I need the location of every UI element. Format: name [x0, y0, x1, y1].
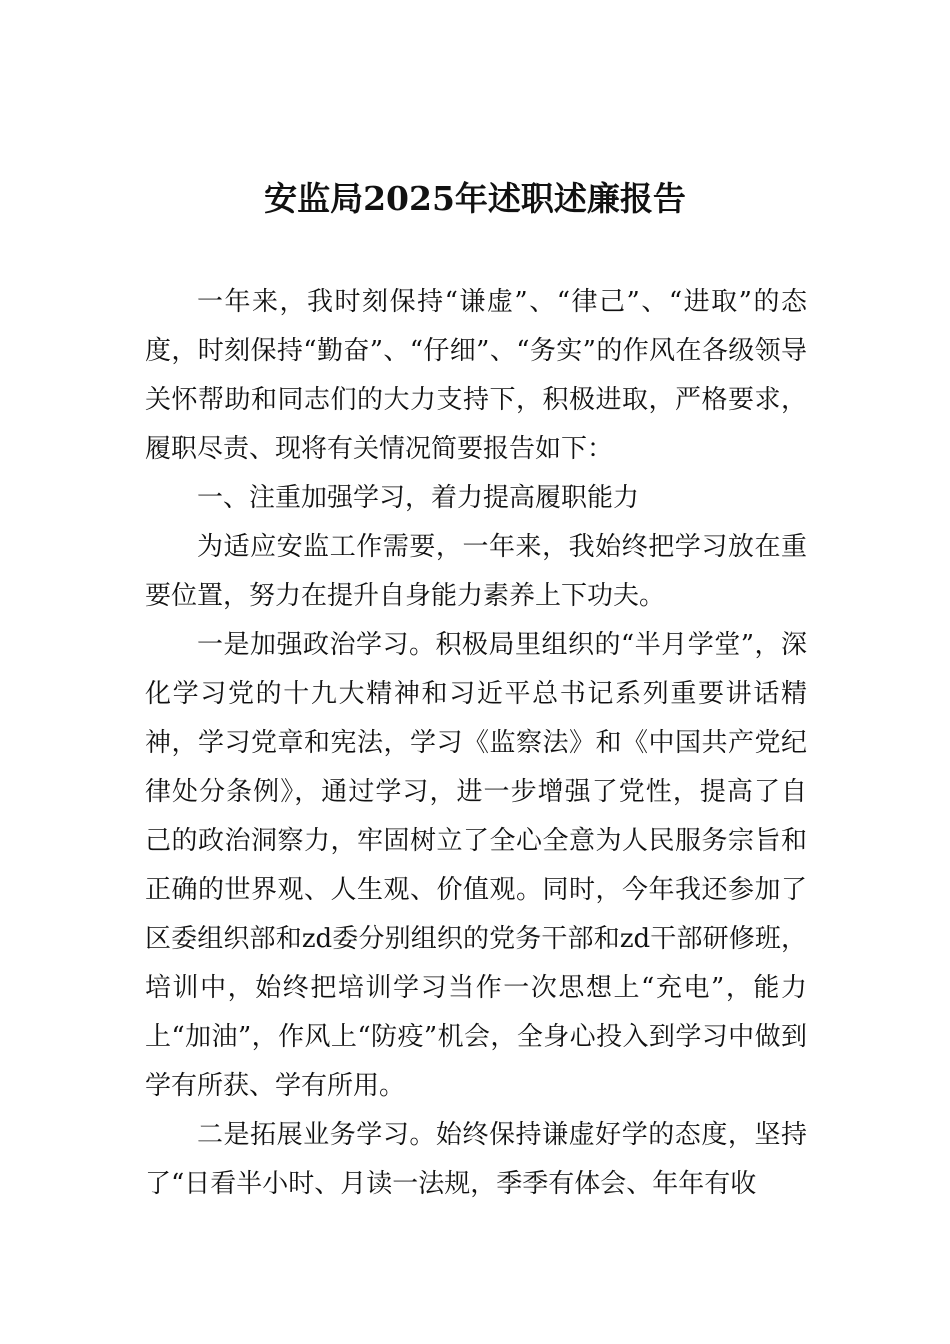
paragraph-section-intro: 为适应安监工作需要，一年来，我始终把学习放在重要位置，努力在提升自身能力素养上下功夫。: [145, 532, 807, 611]
document-body: [145, 278, 807, 1209]
section-heading: 一、注重加强学习，着力提高履职能力: [197, 483, 640, 513]
document-title: 安监局2025年述职述廉报告: [264, 179, 686, 218]
paragraph-political-study: 一是加强政治学习。积极局里组织的“半月学堂”，深化学习党的十九大精神和习近平总书记系列重要讲话精神，学习党章和宪法，学习《监察法》和《中国共产党纪律处分条例》，通过学习，进一步增强了党性，提高了自己的政治洞察力，牢固树立了全心全意为人民服务宗旨和正确的世界观、人生观、价值观。同时，今年我还参加了区委组织部和zd委分别组织的党务干部和zd干部研修班，培训中，始终把培训学习当作一次思想上“充电”，能力上“加油”，作风上“防疫”机会，全身心投入到学习中做到学有所获、学有所用。: [145, 630, 807, 1101]
paragraph-business-study: 二是拓展业务学习。始终保持谦虚好学的态度，坚持了“日看半小时、月读一法规，季季有体会、年年有收: [145, 1120, 807, 1199]
paragraph-intro: 一年来，我时刻保持“谦虚”、“律己”、“进取”的态度，时刻保持“勤奋”、“仔细”、“务实”的作风在各级领导关怀帮助和同志们的大力支持下，积极进取，严格要求，履职尽责、现将有关情况简要报告如下：: [145, 287, 807, 464]
